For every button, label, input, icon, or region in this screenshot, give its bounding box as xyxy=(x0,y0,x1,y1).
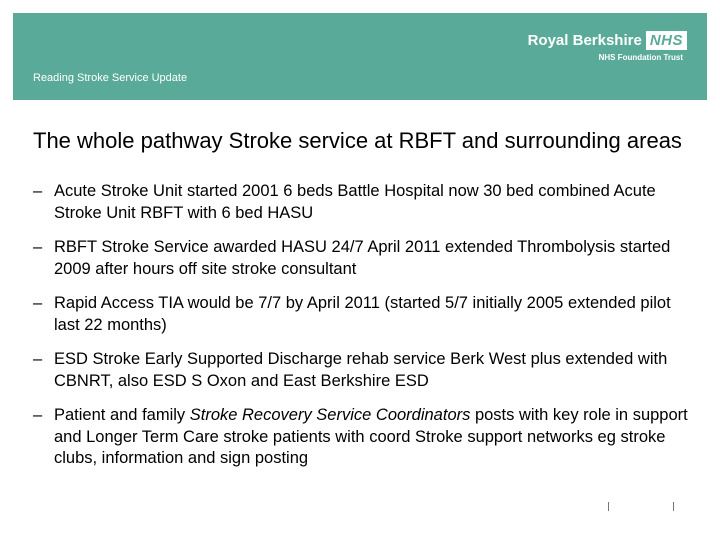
slide-title: The whole pathway Stroke service at RBFT and surrounding areas xyxy=(33,128,682,153)
presentation-subtitle: Reading Stroke Service Update xyxy=(33,72,188,84)
bullet-text: Rapid Access TIA would be 7/7 by April 2011 (started 5/7 initially 2005 extended pilot last 22 months) xyxy=(54,294,671,334)
logo-org-name: Royal Berkshire xyxy=(527,32,642,49)
footer-divider xyxy=(608,502,609,511)
bullet-text: Acute Stroke Unit started 2001 6 beds Battle Hospital now 30 bed combined Acute Stroke Unit RBFT with 6 bed HASU xyxy=(54,182,656,222)
header-banner xyxy=(13,13,707,100)
bullet-text-before: Patient and family xyxy=(54,406,190,424)
bullet-text-after: posts with key role in support and Longer Term Care stroke patients with coord Stroke support networks eg stroke clubs, information and sign posting xyxy=(54,406,688,467)
bullet-text: RBFT Stroke Service awarded HASU 24/7 April 2011 extended Thrombolysis started 2009 after hours off site stroke consultant xyxy=(54,238,671,278)
footer-divider xyxy=(673,502,674,511)
bullet-marker: – xyxy=(33,350,43,368)
bullet-item xyxy=(33,237,693,280)
bullet-item xyxy=(33,181,693,224)
bullet-marker: – xyxy=(33,294,43,312)
bullet-item xyxy=(33,349,693,392)
bullet-marker: – xyxy=(33,182,43,200)
nhs-logo xyxy=(528,31,687,62)
bullet-item xyxy=(33,405,693,470)
bullet-text-italic: Stroke Recovery Service Coordinators xyxy=(189,406,471,424)
bullet-text: ESD Stroke Early Supported Discharge rehab service Berk West plus extended with CBNRT, also ESD S Oxon and East Berkshire ESD xyxy=(54,350,668,390)
bullet-item xyxy=(33,293,693,336)
nhs-badge: NHS xyxy=(646,31,687,50)
bullet-marker: – xyxy=(33,406,43,424)
bullet-marker: – xyxy=(33,238,43,256)
logo-trust-name: NHS Foundation Trust xyxy=(598,53,683,62)
bullet-list xyxy=(33,181,693,483)
